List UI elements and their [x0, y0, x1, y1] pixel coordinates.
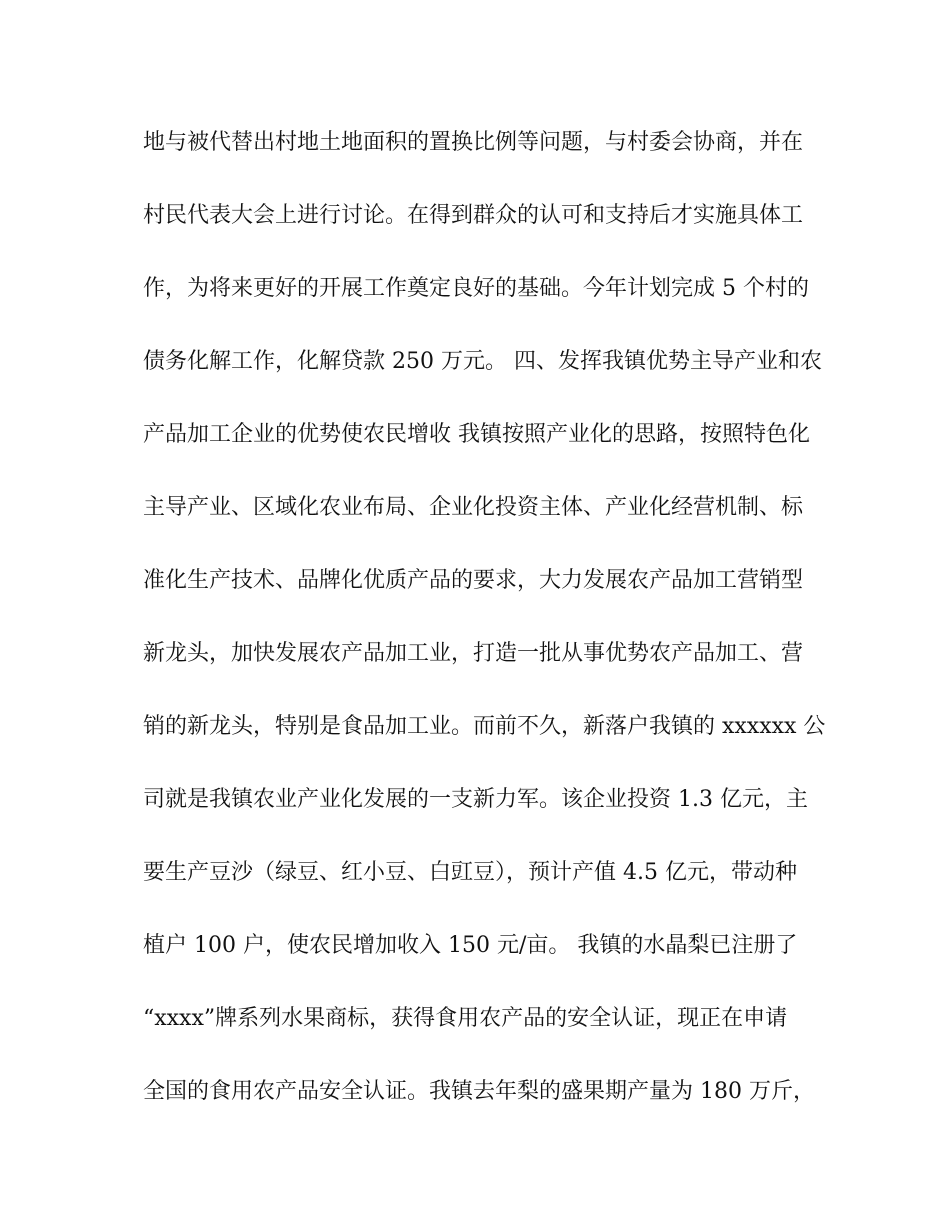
text-line: 销的新龙头，特别是食品加工业。而前不久，新落户我镇的 xxxxxx 公 [143, 714, 826, 739]
text-line: “xxxx”牌系列水果商标，获得食用农产品的安全认证，现正在申请 [143, 1006, 788, 1031]
text-line: 主导产业、区域化农业布局、企业化投资主体、产业化经营机制、标 [143, 495, 804, 520]
text-line: 村民代表大会上进行讨论。在得到群众的认可和支持后才实施具体工 [143, 203, 804, 228]
text-line: 新龙头，加快发展农产品加工业，打造一批从事优势农产品加工、营 [143, 641, 804, 666]
text-line: 产品加工企业的优势使农民增收 我镇按照产业化的思路，按照特色化 [143, 422, 810, 447]
text-line: 准化生产技术、品牌化优质产品的要求，大力发展农产品加工营销型 [143, 568, 804, 593]
text-line: 作，为将来更好的开展工作奠定良好的基础。今年计划完成 5 个村的 [143, 276, 809, 301]
text-line: 要生产豆沙（绿豆、红小豆、白豇豆），预计产值 4.5 亿元，带动种 [143, 860, 797, 885]
text-line: 植户 100 户，使农民增加收入 150 元/亩。 我镇的水晶梨已注册了 [143, 933, 798, 958]
text-line: 司就是我镇农业产业化发展的一支新力军。该企业投资 1.3 亿元，主 [143, 787, 808, 812]
text-line: 地与被代替出村地土地面积的置换比例等问题，与村委会协商，并在 [143, 130, 804, 155]
text-line: 债务化解工作，化解贷款 250 万元。 四、发挥我镇优势主导产业和农 [143, 349, 822, 374]
text-line: 全国的食用农产品安全认证。我镇去年梨的盛果期产量为 180 万斤， [143, 1079, 815, 1104]
